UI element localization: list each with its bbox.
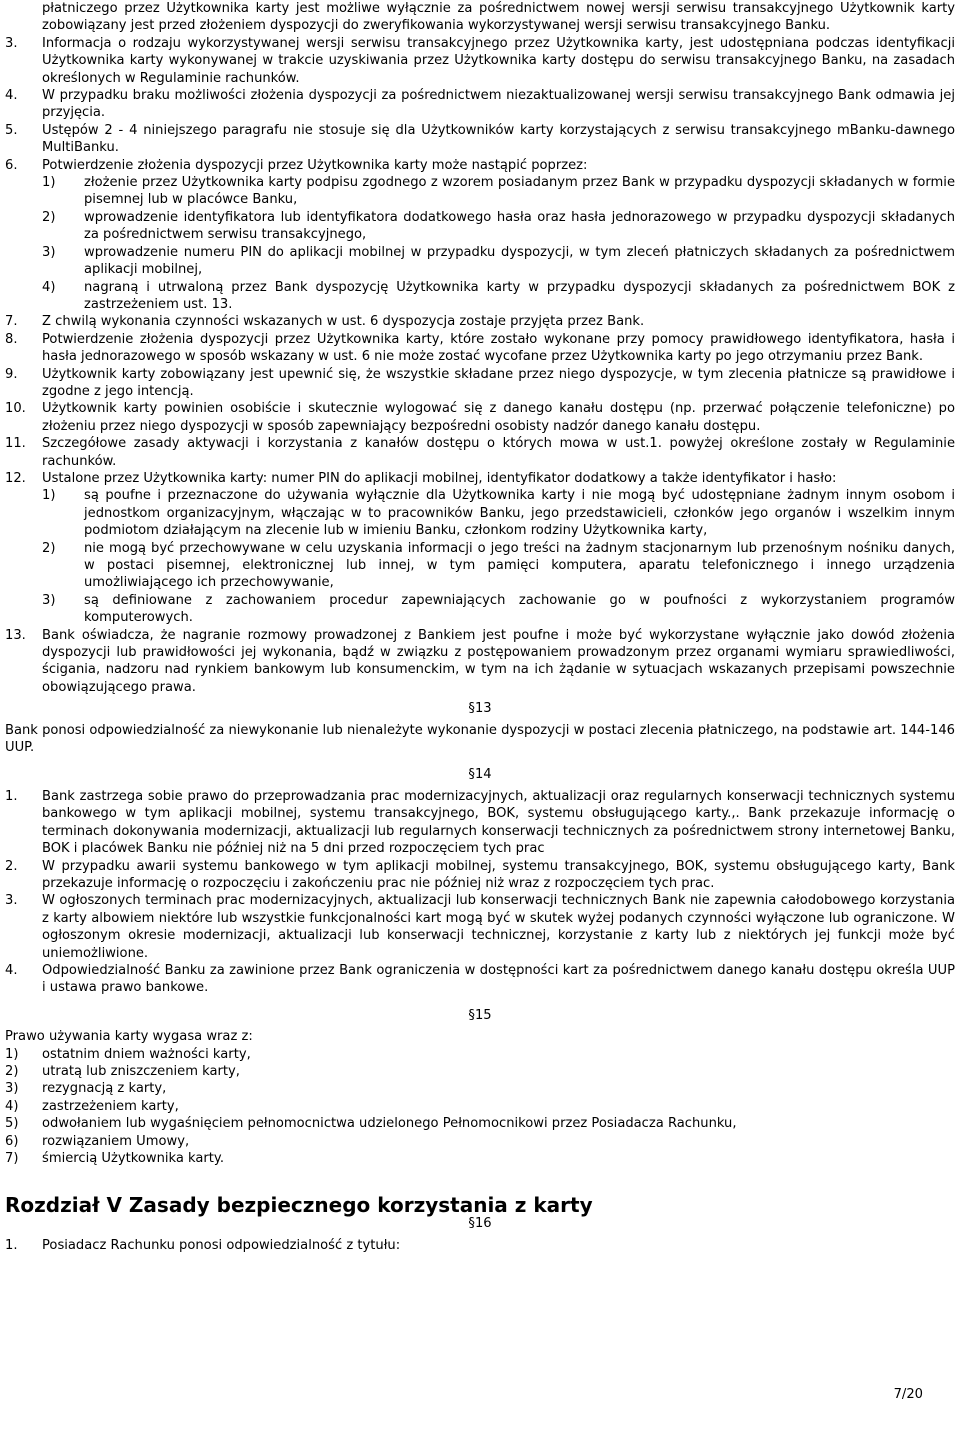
list-item: 1) ostatnim dniem ważności karty, — [5, 1046, 251, 1062]
section-15-lead: Prawo używania karty wygasa wraz z: — [5, 1029, 253, 1045]
list-item: 12. Ustalone przez Użytkownika karty: numer PIN do aplikacji mobilnej, identyfikator dodatkowy a także identyfikator i hasło: 1) są poufne i przeznaczone do używania wyłącznie dla Użytkownika karty i nie mogą być udostępniane żadnym innym osobom i jednostkom organizacyjnym, włączając w to pracowników Banku, jego przedstawicieli, członków jego organów i wszelkim innym podmiotom działającym na zlecenie lub w imieniu Banku, członkom rodziny Użytkownika karty, 2) nie mogą być przechowywane w celu uzyskania informacji o jego treści na żadnym stacjonarnym lub przenośnym nośniku danych, w postaci pisemnej, elektronicznej lub innej, w tym pamięci komputera, aparatu telefonicznego i innego urządzenia umożliwiającego ich przechowywanie, 3) są definiowane z zachowaniem procedur zapewniających zachowanie go w poufności z wykorzystaniem programów komputerowych. — [5, 470, 955, 626]
section-16-list — [5, 1237, 955, 1254]
section-heading-14: §14 — [468, 767, 492, 783]
sub-list-item: 2) nie mogą być przechowywane w celu uzyskania informacji o jego treści na żadnym stacjonarnym lub przenośnym nośniku danych, w postaci pisemnej, elektronicznej lub innej, w tym pamięci komputera, aparatu telefonicznego i innego urządzenia umożliwiającego ich przechowywanie, — [42, 540, 955, 591]
list-item: 13. Bank oświadcza, że nagranie rozmowy prowadzonej z Bankiem jest poufne i może być wykorzystane wyłącznie jako dowód złożenia dyspozycji lub prawidłowości jej wykonania, bądź w związku z postępowaniem prowadzonym przez organami wymiaru sprawiedliwości, ścigania, nadzoru nad rynkiem bankowym lub konsumenckim, w tym na ich żądanie w sytuacjach wskazanych przepisami powszechnie obowiązującego prawa. — [5, 627, 955, 695]
list-item: 6) rozwiązaniem Umowy, — [5, 1133, 190, 1149]
list-item: 7) śmiercią Użytkownika karty. — [5, 1151, 224, 1166]
list-item: 11. Szczegółowe zasady aktywacji i korzystania z kanałów dostępu o których mowa w ust.1. powyżej określone zostały w Regulaminie rachunków. — [5, 436, 955, 469]
list-item: 5. Ustępów 2 - 4 niniejszego paragrafu nie stosuje się dla Użytkowników karty korzystających z serwisu transakcyjnego mBanku-dawnego MultiBanku. — [5, 122, 955, 156]
section-13-text: Bank ponosi odpowiedzialność za niewykonanie lub nienależyte wykonanie dyspozycji w postaci zlecenia płatniczego, na podstawie art. 144-146 UUP. — [5, 722, 955, 756]
list-item: 5) odwołaniem lub wygaśnięciem pełnomocnictwa udzielonego Pełnomocnikowi przez Posiadacza Rachunku, — [5, 1116, 737, 1132]
list-item: 2) utratą lub zniszczeniem karty, — [5, 1063, 240, 1079]
sub-list-item: 3) są definiowane z zachowaniem procedur zapewniających zachowanie go w poufności z wykorzystaniem programów komputerowych. — [42, 592, 955, 626]
list-item: 2. W przypadku awarii systemu bankowego w tym aplikacji mobilnej, systemu transakcyjnego, BOK, systemu obsługującego karty, Bank przekazuje informację o rozpoczęciu i zakończeniu prac nie później niż wraz z rozpoczęciem tych prac. — [5, 858, 955, 891]
sub-list-item: 3) wprowadzenie numeru PIN do aplikacji mobilnej w przypadku dyspozycji, w tym zleceń płatniczych składanych za pośrednictwem aplikacji mobilnej, — [42, 244, 955, 278]
document-page — [5, 0, 955, 1254]
list-item: 4) zastrzeżeniem karty, — [5, 1098, 179, 1114]
list-item: 3. Informacja o rodzaju wykorzystywanej wersji serwisu transakcyjnego przez Użytkownika karty, jest udostępniana podczas identyfikacji Użytkownika karty wykonywanej w trakcie uzyskiwania przez Użytkownika karty dostępu do serwisu transakcyjnego Banku, na zasadach określonych w Regulaminie rachunków. — [5, 35, 955, 86]
intro-paragraph: płatniczego przez Użytkownika karty jest możliwe wyłącznie za pośrednictwem nowej wersji serwisu transakcyjnego Użytkownik karty zobowiązany jest przed złożeniem dyspozycji do zweryfikowania wykorzystywanej wersji serwisu transakcyjnego Banku. — [42, 1, 955, 34]
section-heading-15: §15 — [468, 1007, 492, 1023]
list-item: 1. Bank zastrzega sobie prawo do przeprowadzania prac modernizacyjnych, aktualizacji oraz regularnych konserwacji technicznych systemu bankowego w tym aplikacji mobilnej, systemu transakcyjnego, BOK, systemu obsługującego karty.,. Bank przekazuje informację o terminach dokonywania modernizacji, aktualizacji lub regularnych konserwacji technicznych za pośrednictwem strony internetowej Banku, BOK i placówek Banku nie później niż na 5 dni przed rozpoczęciem tych prac — [5, 788, 955, 857]
sub-list-item: 1) złożenie przez Użytkownika karty podpisu zgodnego z wzorem posiadanym przez Bank w przypadku dyspozycji składanych w formie pisemnej lub w placówce Banku, — [42, 175, 955, 208]
page-number: 7/20 — [893, 1387, 923, 1402]
chapter-heading: Rozdział V Zasady bezpiecznego korzystania z karty — [5, 1193, 593, 1218]
list-item: 1. Posiadacz Rachunku ponosi odpowiedzialność z tytułu: — [5, 1237, 401, 1253]
section-15-list — [5, 1046, 955, 1168]
sub-list-item: 1) są poufne i przeznaczone do używania wyłącznie dla Użytkownika karty i nie mogą być udostępniane żadnym innym osobom i jednostkom organizacyjnym, włączając w to pracowników Banku, jego przedstawicieli, członków jego organów i wszelkim innym podmiotom działającym na zlecenie lub w imieniu Banku, członkom rodziny Użytkownika karty, — [42, 488, 955, 539]
list-item: 4. Odpowiedzialność Banku za zawinione przez Bank ograniczenia w dostępności kart za pośrednictwem danego kanału dostępu określa UUP i ustawa prawo bankowe. — [5, 962, 955, 996]
section-heading-16: §16 — [468, 1216, 492, 1232]
list-item: 4. W przypadku braku możliwości złożenia dyspozycji za pośrednictwem niezaktualizowanej wersji serwisu transakcyjnego Bank odmawia jej przyjęcia. — [5, 88, 955, 121]
list-item: 10. Użytkownik karty powinien osobiście i skutecznie wylogować się z danego kanału dostępu (np. przerwać połączenie telefoniczne) po złożeniu przez niego dyspozycji w sposób zapewniający bezpośredni osobisty nadzór danego kanału dostępu. — [5, 401, 955, 434]
sub-list-item: 2) wprowadzenie identyfikatora lub identyfikatora dodatkowego hasła oraz hasła jednorazowego w przypadku dyspozycji składanych za pośrednictwem serwisu transakcyjnego, — [42, 209, 955, 243]
section-14-list — [5, 788, 955, 997]
paragraph-12-list — [5, 35, 955, 696]
list-item: 3) rezygnacją z karty, — [5, 1081, 167, 1097]
list-item: 9. Użytkownik karty zobowiązany jest upewnić się, że wszystkie składane przez niego dyspozycje, w tym zlecenia płatnicze są prawidłowe i zgodne z jego intencją. — [5, 366, 955, 399]
section-heading-13: §13 — [468, 701, 492, 717]
list-item: 8. Potwierdzenie złożenia dyspozycji przez Użytkownika karty, które zostało wykonane przy pomocy prawidłowego identyfikatora, hasła i hasła jednorazowego w sposób wskazany w ust. 6 nie może zostać wycofane przez Użytkownika karty po jego otrzymaniu przez Bank. — [5, 331, 955, 365]
list-item: 6. Potwierdzenie złożenia dyspozycji przez Użytkownika karty może nastąpić poprzez: 1) złożenie przez Użytkownika karty podpisu zgodnego z wzorem posiadanym przez Bank w przypadku dyspozycji składanych w formie pisemnej lub w placówce Banku, 2) wprowadzenie identyfikatora lub identyfikatora dodatkowego hasła oraz hasła jednorazowego w przypadku dyspozycji składanych za pośrednictwem serwisu transakcyjnego, 3) wprowadzenie numeru PIN do aplikacji mobilnej w przypadku dyspozycji, w tym zleceń płatniczych składanych za pośrednictwem aplikacji mobilnej, 4) nagraną i utrwaloną przez Bank dyspozycję Użytkownika karty w przypadku dyspozycji składanych za pośrednictwem BOK z zastrzeżeniem ust. 13. — [5, 157, 955, 312]
list-item: 7. Z chwilą wykonania czynności wskazanych w ust. 6 dyspozycja zostaje przyjęta przez Bank. — [5, 314, 645, 330]
sub-list-item: 4) nagraną i utrwaloną przez Bank dyspozycję Użytkownika karty w przypadku dyspozycji składanych za pośrednictwem BOK z zastrzeżeniem ust. 13. — [42, 279, 955, 312]
list-item: 3. W ogłoszonych terminach prac modernizacyjnych, aktualizacji lub konserwacji technicznych Bank nie zapewnia całodobowego korzystania z karty albowiem niektóre lub wszystkie funkcjonalności kart mogą być w skutek wyżej podanych czynności wyłączone lub ograniczone. W ogłoszonym okresie modernizacji, aktualizacji lub konserwacji technicznej, korzystanie z karty lub z niektórych jej funkcji może być uniemożliwione. — [5, 893, 955, 961]
